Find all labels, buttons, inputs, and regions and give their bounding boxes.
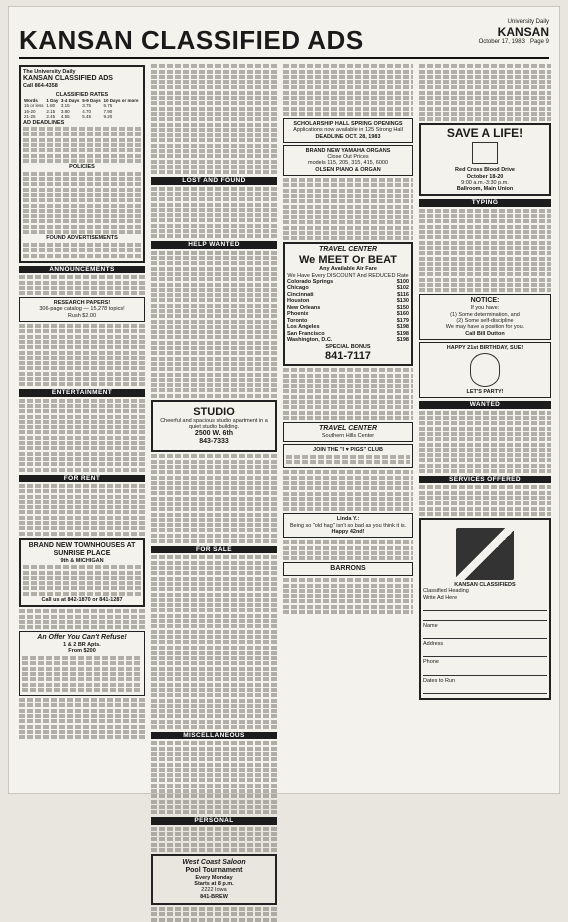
column-2 bbox=[151, 63, 277, 900]
ad-title: BRAND NEW TOWNHOUSES AT SUNRISE PLACE bbox=[28, 541, 136, 557]
list-item: Washington, D.C. $198 bbox=[287, 337, 409, 344]
paper-prefix: University Daily bbox=[507, 19, 549, 25]
ad-text: 2222 Iowa bbox=[201, 887, 227, 894]
rates-col-header: Words bbox=[24, 97, 38, 103]
deadlines-text bbox=[23, 127, 141, 163]
ad-text: Any Available Air Fare bbox=[319, 266, 377, 273]
ad-text: We Have Every DISCOUNT And REDUCED Rate bbox=[287, 272, 409, 279]
section-entertainment: ENTERTAINMENT bbox=[19, 389, 145, 396]
ad-text: Being so "old hag" isn't so bad as you think it is. bbox=[289, 522, 407, 529]
ad-text: 843-7333 bbox=[199, 438, 229, 446]
fare-list bbox=[287, 279, 409, 344]
ad-title: SCHOLARSHIP HALL SPRING OPENINGS bbox=[293, 120, 403, 127]
address-field[interactable] bbox=[423, 649, 547, 657]
form-label: Classified Heading bbox=[423, 588, 469, 595]
info-phone: Call 864-4358 bbox=[23, 83, 58, 90]
birthday-ad bbox=[419, 342, 551, 399]
ad-text: 9:00 a.m.-3:30 p.m. bbox=[461, 179, 509, 186]
paper-name: KANSAN bbox=[497, 25, 549, 39]
phone-field[interactable] bbox=[423, 668, 547, 676]
list-item: New Orleans $150 bbox=[287, 304, 409, 311]
yamaha-ad bbox=[283, 145, 413, 176]
ad-text: OLSEN PIANO & ORGAN bbox=[315, 166, 381, 173]
travel-center-ad bbox=[283, 242, 413, 366]
ad-text: October 18-20 bbox=[466, 173, 504, 180]
ad-title: Linda Y.: bbox=[336, 516, 360, 523]
ad-text: LET'S PARTY! bbox=[466, 389, 504, 396]
column-3 bbox=[283, 63, 413, 785]
newspaper-page bbox=[8, 6, 560, 900]
table-row: 16-20 2.15 3.80 4.70 7.90 bbox=[24, 108, 113, 114]
ad-text: Ballroom, Main Union bbox=[456, 186, 514, 193]
column-4 bbox=[419, 63, 551, 785]
ad-text: 841-BREW bbox=[200, 893, 228, 900]
rates-col-header: 10 Days or more bbox=[103, 97, 139, 103]
ad-title: JOIN THE "I ♥ PIGS" CLUB bbox=[313, 447, 383, 454]
notice-ad bbox=[419, 294, 551, 339]
policies-text bbox=[23, 172, 141, 234]
research-papers-ad bbox=[19, 297, 145, 322]
pigs-club-ad bbox=[283, 444, 413, 468]
ad-title: SAVE A LIFE! bbox=[446, 126, 524, 141]
form-label: Address bbox=[423, 641, 444, 648]
name-field[interactable] bbox=[423, 631, 547, 639]
pennant-icon bbox=[456, 528, 514, 580]
info-subtitle: The University Daily bbox=[23, 69, 76, 75]
ad-text: (1) Some determination, and bbox=[450, 311, 520, 318]
linda-ad bbox=[283, 513, 413, 538]
scholarship-ad bbox=[283, 118, 413, 143]
found-heading: FOUND ADVERTISEMENTS bbox=[46, 235, 118, 242]
section-announcements: ANNOUNCEMENTS bbox=[19, 266, 145, 273]
list-item: Toronto $179 bbox=[287, 317, 409, 324]
section-personal: PERSONAL bbox=[151, 817, 277, 824]
blood-drop-icon bbox=[472, 142, 498, 164]
classified-info-box bbox=[19, 65, 145, 263]
ad-text: 306-page catalog — 15,278 topics! bbox=[39, 306, 125, 313]
section-lost-found: LOST AND FOUND bbox=[151, 177, 277, 184]
ad-title: BARRONS bbox=[330, 565, 366, 573]
ad-text: (2) Some self-discipline bbox=[456, 317, 514, 324]
save-a-life-ad bbox=[419, 123, 551, 196]
list-item: Colorado Springs $100 bbox=[287, 278, 409, 285]
form-label: Phone bbox=[423, 659, 439, 666]
ad-text: We may have a position for you. bbox=[445, 324, 525, 331]
ad-text: Cheerful and spacious studio apartment in a quiet studio building. bbox=[160, 417, 268, 431]
page-number: Page 9 bbox=[529, 39, 549, 45]
rates-col-header: 5-9 Days bbox=[82, 97, 101, 103]
ad-title: West Coast Saloon bbox=[182, 858, 246, 866]
section-help-wanted: HELP WANTED bbox=[151, 241, 277, 248]
ad-text: Pool Tournament bbox=[185, 866, 243, 874]
ad-text: models 115, 205, 315, 415, 6000 bbox=[307, 160, 389, 167]
ad-text: From $200 bbox=[68, 648, 96, 655]
ad-phone: 841-7117 bbox=[325, 350, 371, 363]
table-row: 15 or less 1.80 3.15 3.75 6.75 bbox=[24, 103, 113, 109]
ad-text: Every Monday bbox=[195, 874, 233, 881]
header-rule bbox=[19, 57, 549, 59]
section-for-rent: FOR RENT bbox=[19, 475, 145, 482]
ad-text: Rush $2.00 bbox=[67, 312, 97, 319]
ad-text: DEADLINE OCT. 28, 1983 bbox=[315, 133, 381, 140]
ad-headline: We MEET Or BEAT bbox=[299, 254, 397, 267]
ad-title: HAPPY 21st BIRTHDAY, SUE! bbox=[446, 344, 524, 351]
form-label: Name bbox=[423, 622, 438, 629]
masthead bbox=[479, 19, 549, 45]
travel-center-small-ad bbox=[283, 422, 413, 442]
refuse-offer-ad bbox=[19, 631, 145, 696]
rates-heading: CLASSIFIED RATES bbox=[55, 91, 109, 98]
ad-title: TRAVEL CENTER bbox=[318, 424, 378, 432]
section-services-offered: SERVICES OFFERED bbox=[419, 476, 551, 483]
ad-text: Happy 42nd! bbox=[331, 529, 365, 536]
list-item: San Francisco $198 bbox=[287, 330, 409, 337]
townhouses-ad bbox=[19, 538, 145, 608]
rates-table bbox=[23, 98, 141, 120]
ad-text: Call Bill Dutton bbox=[465, 330, 505, 337]
ad-text: Applications now available in 125 Strong Hall bbox=[293, 127, 403, 134]
ad-text: Close Out Prices bbox=[327, 154, 369, 161]
ad-title: TRAVEL CENTER bbox=[318, 246, 378, 254]
ad-text: SPECIAL BONUS bbox=[325, 343, 371, 350]
table-row: 21-25 2.45 4.55 5.45 9.20 bbox=[24, 114, 113, 120]
ad-text: Red Cross Blood Drive bbox=[455, 167, 515, 174]
classified-order-form bbox=[419, 518, 551, 700]
list-item: Houston $130 bbox=[287, 298, 409, 305]
issue-date: October 17, 1983 bbox=[478, 39, 525, 45]
ad-text: 1 & 2 BR Apts. bbox=[63, 642, 101, 649]
ad-text-field[interactable] bbox=[423, 603, 547, 611]
ad-text: Southern Hills Center bbox=[321, 432, 375, 439]
ad-text: 2500 W. 6th bbox=[194, 430, 234, 438]
barrons-ad bbox=[283, 562, 413, 576]
ad-title: An Offer You Can't Refuse! bbox=[37, 634, 127, 642]
list-item: Chicago $102 bbox=[287, 285, 409, 292]
dates-field[interactable] bbox=[423, 686, 547, 694]
list-item: Phoenix $160 bbox=[287, 311, 409, 318]
ad-title: RESEARCH PAPERS! bbox=[53, 300, 111, 307]
list-item: Cincinnati $116 bbox=[287, 291, 409, 298]
portrait-image bbox=[470, 353, 500, 387]
ad-text: Call us at 842-1870 or 841-1287 bbox=[41, 597, 123, 603]
list-item: Los Angeles $198 bbox=[287, 324, 409, 331]
saloon-ad bbox=[151, 854, 277, 905]
studio-ad bbox=[151, 400, 277, 453]
ad-text: If you have: bbox=[470, 305, 500, 312]
ad-text: 9th & MICHIGAN bbox=[60, 557, 104, 564]
ad-text: Starts at 8 p.m. bbox=[194, 881, 234, 888]
section-miscellaneous: MISCELLANEOUS bbox=[151, 732, 277, 739]
column-1 bbox=[19, 63, 145, 785]
rates-col-header: 1 Day bbox=[46, 97, 59, 103]
deadlines-heading: AD DEADLINES bbox=[23, 119, 65, 126]
page-title: KANSAN CLASSIFIED ADS bbox=[19, 25, 364, 55]
form-title: KANSAN CLASSIFIEDS bbox=[454, 581, 516, 588]
ad-title: STUDIO bbox=[193, 405, 235, 418]
form-label: Dates to Run bbox=[423, 677, 456, 684]
form-label: Write Ad Here bbox=[423, 594, 458, 601]
section-wanted: WANTED bbox=[419, 401, 551, 408]
ad-title: NOTICE: bbox=[470, 297, 500, 305]
rates-col-header: 3-4 Days bbox=[60, 97, 80, 103]
info-title: KANSAN CLASSIFIED ADS bbox=[23, 75, 113, 83]
ad-text-field[interactable] bbox=[423, 613, 547, 621]
policies-heading: POLICIES bbox=[69, 164, 95, 171]
section-for-sale: FOR SALE bbox=[151, 546, 277, 553]
section-typing: TYPING bbox=[419, 199, 551, 206]
ad-title: BRAND NEW YAMAHA ORGANS bbox=[305, 147, 391, 154]
